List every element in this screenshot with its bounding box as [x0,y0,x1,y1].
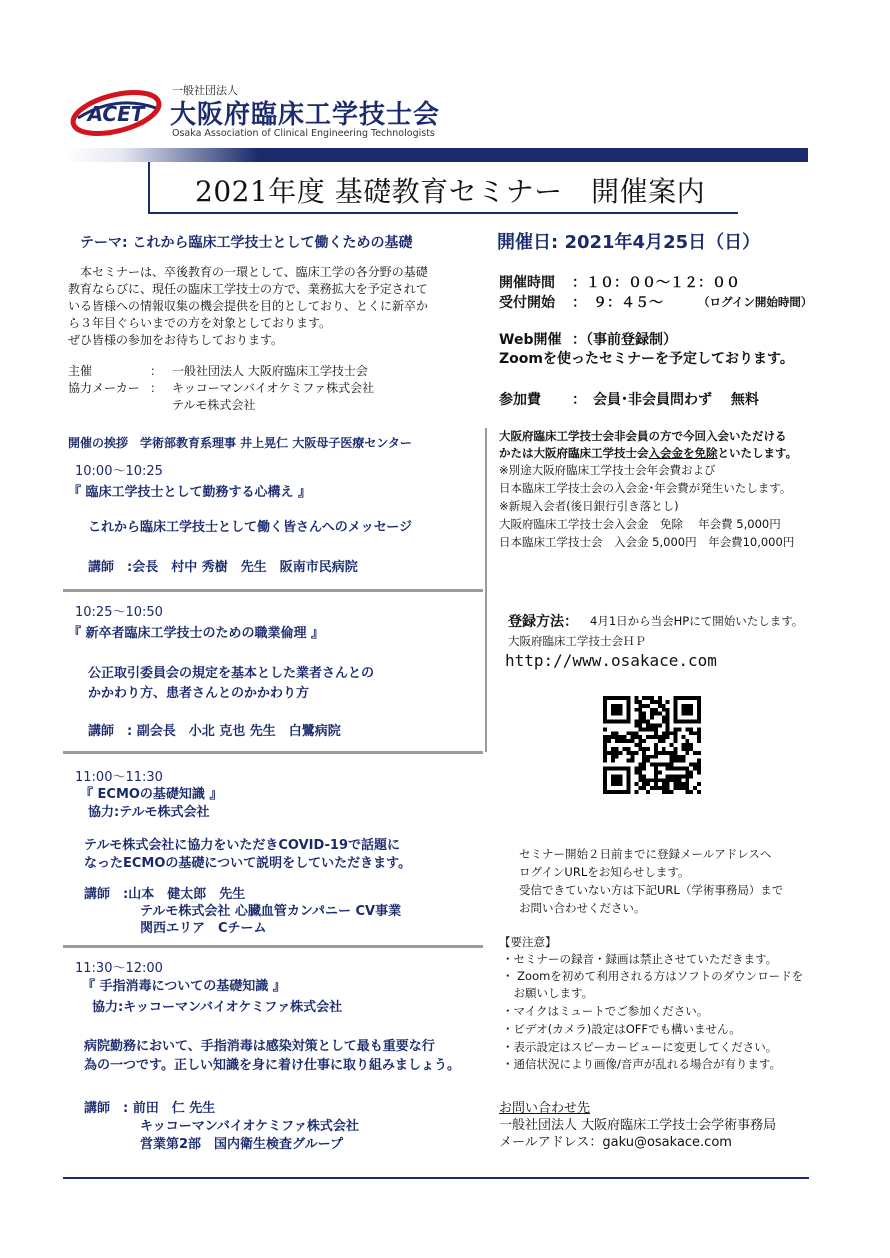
session-coop: 協力:キッコーマンバイオケミファ株式会社 [92,1000,343,1015]
reception-note: （ログイン開始時間） [698,295,813,309]
session-speaker: 営業第2部 国内衛生検査グループ [140,1137,344,1152]
registration-note: お問い合わせください。 [519,901,646,915]
contact-org: 一般社団法人 大阪府臨床工学技士会学術事務局 [499,1118,777,1133]
membership-line [499,445,797,461]
session-desc: かかわり方、患者さんとのかかわり方 [88,686,310,701]
intro-line: ぜひ皆様の参加をお待ちしております。 [68,333,284,347]
site-name: 大阪府臨床工学技士会ＨＰ [508,634,646,648]
membership-text: かたは大阪府臨床工学技士会 [499,446,649,460]
title-underline [148,212,738,214]
session-desc: これから臨床工学技士として働く皆さんへのメッセージ [88,520,412,535]
column-separator [485,428,487,590]
session-title: 『 ECMOの基礎知識 』 [80,787,223,802]
mail-address-link[interactable]: gaku@osakace.com [602,1135,732,1150]
session-time: 11:30～12:00 [75,961,163,976]
reception-label: 受付開始 [499,295,555,311]
session-desc: なったECMOの基礎について説明をしていただきます。 [84,856,412,871]
fee-label: 参加費 [499,392,541,408]
session-title: 『 新卒者臨床工学技士のための職業倫理 』 [68,626,325,641]
mail-label: メールアドレス： [499,1135,603,1150]
registration-note: ログインURLをお知らせします。 [519,865,690,879]
section-divider [63,589,483,592]
session-speaker: 講師 : 前田 仁 先生 [84,1101,216,1116]
coop-value: テルモ株式会社 [172,398,256,412]
session-speaker: 講師 :山本 健太郎 先生 [84,887,246,902]
caution-item: ・ Zoomを初めて利用される方はソフトのダウンロードを [502,969,804,983]
cautions-heading: 【要注意】 [499,935,557,949]
zoom-note: Zoomを使ったセミナーを予定しております。 [499,351,794,367]
intro-line: ら３年目ぐらいまでの方を対象としております。 [68,316,332,330]
web-value: ：（事前登録制） [572,332,677,348]
membership-note: ※別途大阪府臨床工学技士会年会費および [499,463,716,477]
session-time: 10:25～10:50 [75,605,163,620]
registration-note: 受信できていない方は下記URL（学術事務局）まで [519,883,784,897]
caution-item: ・セミナーの録音・録画は禁止させていただきます。 [502,952,778,966]
coop-colon: ： [150,381,163,395]
intro-line: いる皆様への情報収集の機会提供を目的としており、とくに新卒か [68,299,429,313]
host-label: 主催 [68,364,93,378]
header-band [0,148,808,162]
caution-item: ・通信状況により画像/音声が乱れる場合が有ります。 [502,1057,781,1071]
host-colon: ： [150,364,163,378]
registration-label: 登録方法： [508,614,578,630]
acet-logo [68,86,164,140]
qr-code[interactable] [603,696,701,794]
caution-item: ・マイクはミュートでご参加ください。 [502,1004,709,1018]
web-label: Web開催 [499,332,562,348]
session-title: 『 手指消毒についての基礎知識 』 [82,979,286,994]
theme: テーマ: これから臨床工学技士として働くための基礎 [80,235,413,251]
caution-item: お願いします。 [502,986,594,1000]
caution-item: ・表示設定はスピーカービューに変更してください。 [502,1040,778,1054]
session-speaker: 講師 :会長 村中 秀樹 先生 阪南市民病院 [88,560,358,575]
column-separator [485,590,487,752]
time-value: ：１０：００～１２：００ [572,275,740,291]
intro-line: 教育ならびに、現任の臨床工学技士の方で、業務拡大を予定されて [68,282,428,296]
time-label: 開催時間 [499,275,555,291]
session-speaker: 講師 : 副会長 小北 克也 先生 白鷺病院 [88,724,341,739]
session-desc: 病院勤務において、手指消毒は感染対策として最も重要な行 [84,1039,435,1054]
membership-text: といたします。 [717,446,798,460]
session-desc: 公正取引委員会の規定を基本とした業者さんとの [88,666,375,681]
registration-note: セミナー開始２日前までに登録メールアドレスへ [519,847,772,861]
membership-note: ※新規入会者(後日銀行引き落とし) [499,499,679,513]
membership-note: 日本臨床工学技士会 入会金 5,000円 年会費10,000円 [499,535,795,549]
session-coop: 協力:テルモ株式会社 [88,805,210,820]
coop-label: 協力メーカー [68,381,140,395]
membership-line: 大阪府臨床工学技士会非会員の方で今回入会いただける [499,429,787,443]
contact-mail [499,1131,732,1150]
membership-note: 日本臨床工学技士会の入会金･年会費が発生いたします。 [499,481,792,495]
footer-rule [63,1177,809,1179]
fee-waiver: 入会金を免除 [648,446,718,460]
host-value: 一般社団法人 大阪府臨床工学技士会 [172,364,368,378]
greeting: 開催の挨拶 学術部教育系理事 井上晃仁 大阪母子医療センター [68,436,412,450]
membership-note: 大阪府臨床工学技士会入会金 免除 年会費 5,000円 [499,517,781,531]
contact-heading: お問い合わせ先 [499,1101,591,1116]
caution-item: ・ビデオ(カメラ)設定はOFFでも構いません。 [502,1022,741,1036]
session-desc: 為の一つです。正しい知識を身に着け仕事に取り組みましょう。 [84,1058,460,1073]
session-speaker: テルモ株式会社 心臓血管カンパニー CV事業 [140,904,402,919]
coop-value: キッコーマンバイオケミファ株式会社 [172,381,375,395]
registration-value: 4月1日から当会HPにて開始いたします。 [590,614,804,628]
section-divider [63,945,483,948]
session-desc: テルモ株式会社に協力をいただきCOVID-19で話題に [84,838,401,853]
org-name: 大阪府臨床工学技士会 [170,100,441,130]
session-title: 『 臨床工学技士として勤務する心構え 』 [68,485,312,500]
reception-value: ： ９：４５～ [572,295,663,311]
org-kind: 一般社団法人 [172,84,238,97]
page-title: 2021年度 基礎教育セミナー 開催案内 [195,175,706,208]
session-time: 10:00～10:25 [75,464,163,479]
org-english-name: Osaka Association of Clinical Engineering Technologists [172,128,435,139]
intro-line: 本セミナーは、卒後教育の一環として、臨床工学の各分野の基礎 [68,265,428,279]
site-url-link[interactable]: http://www.osakace.com [505,651,717,670]
event-date: 開催日: 2021年4月25日（日） [497,232,761,253]
logo-text: ACET [87,102,145,126]
session-speaker: 関西エリア Cチーム [140,921,267,936]
section-divider [63,751,483,754]
fee-value: ： 会員･非会員問わず 無料 [572,392,759,408]
session-time: 11:00～11:30 [75,770,163,785]
session-speaker: キッコーマンバイオケミファ株式会社 [140,1119,359,1134]
